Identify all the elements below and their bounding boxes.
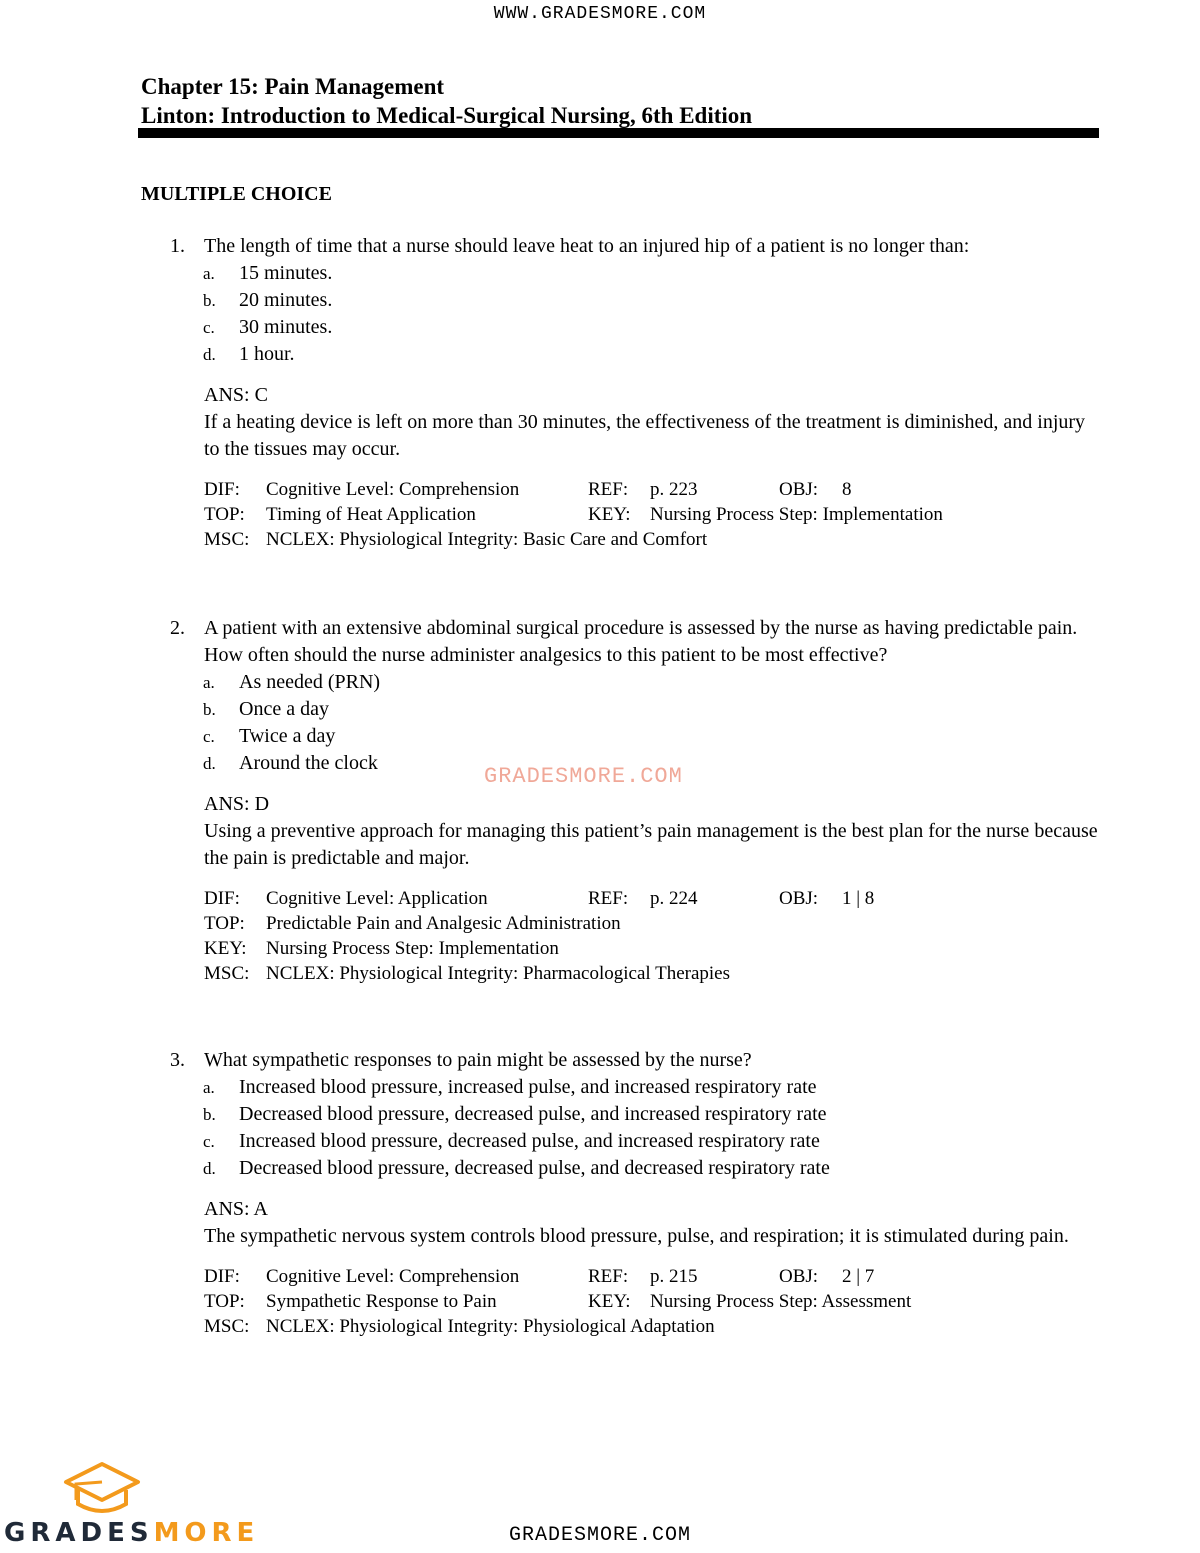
metadata-cell: TOP:: [204, 913, 245, 934]
metadata-cell: DIF:: [204, 479, 240, 500]
answer-option: [140, 341, 1100, 368]
metadata-cell: NCLEX: Physiological Integrity: Basic Care and Comfort: [266, 529, 708, 550]
answer-option: [140, 1155, 1100, 1182]
question-number: 3.: [170, 1049, 185, 1071]
option-text: Once a day: [239, 698, 329, 720]
option-text: Increased blood pressure, decreased pulse, and increased respiratory rate: [239, 1130, 820, 1152]
metadata-cell: MSC:: [204, 529, 250, 550]
metadata-cell: 2 | 7: [842, 1266, 875, 1287]
option-letter: d.: [203, 1159, 216, 1178]
option-letter: b.: [203, 1105, 216, 1124]
metadata-row: [204, 911, 1100, 936]
option-text: Decreased blood pressure, decreased pulse, and increased respiratory rate: [239, 1103, 827, 1125]
metadata-cell: NCLEX: Physiological Integrity: Pharmacological Therapies: [266, 963, 730, 984]
metadata-row: [204, 961, 1100, 986]
metadata-cell: OBJ:: [779, 479, 819, 500]
metadata-cell: REF:: [588, 479, 629, 500]
bottom-watermark: GRADESMORE.COM: [508, 1524, 692, 1547]
metadata-cell: DIF:: [204, 888, 240, 909]
answer-options: [140, 669, 1100, 777]
rationale: The sympathetic nervous system controls blood pressure, pulse, and respiration; it is stimulated during pain.: [204, 1225, 1069, 1247]
metadata-block: [140, 1264, 1100, 1339]
question-block: [140, 615, 1100, 986]
metadata-cell: 8: [842, 479, 852, 500]
option-text: 15 minutes.: [239, 262, 333, 284]
metadata-cell: KEY:: [588, 504, 631, 525]
answer-option: [140, 260, 1100, 287]
metadata-cell: Nursing Process Step: Implementation: [650, 504, 943, 525]
middle-watermark: GRADESMORE.COM: [484, 764, 683, 789]
question-number: 1.: [170, 235, 185, 257]
option-text: As needed (PRN): [239, 671, 381, 693]
question-text: The length of time that a nurse should leave heat to an injured hip of a patient is no longer than:: [204, 235, 970, 257]
metadata-cell: Predictable Pain and Analgesic Administration: [266, 913, 621, 934]
option-letter: b.: [203, 700, 216, 719]
metadata-row: [204, 502, 1100, 527]
metadata-cell: Cognitive Level: Comprehension: [266, 479, 520, 500]
metadata-cell: Timing of Heat Application: [266, 504, 476, 525]
answer-option: [140, 696, 1100, 723]
rationale: Using a preventive approach for managing this patient’s pain management is the best plan for the nurse because the pain is predictable and major.: [204, 820, 1098, 869]
metadata-cell: p. 224: [650, 888, 698, 909]
answer-option: [140, 1101, 1100, 1128]
option-text: Increased blood pressure, increased pulse, and increased respiratory rate: [239, 1076, 817, 1098]
option-letter: a.: [203, 1078, 215, 1097]
metadata-row: [204, 936, 1100, 961]
question-stem: [140, 233, 1100, 260]
metadata-cell: KEY:: [204, 938, 247, 959]
question-text: A patient with an extensive abdominal surgical procedure is assessed by the nurse as having predictable pain. How often should the nurse administer analgesics to this patient to be most effective?: [204, 617, 1078, 666]
question-block: [140, 1047, 1100, 1339]
metadata-cell: Nursing Process Step: Assessment: [650, 1291, 912, 1312]
option-letter: c.: [203, 727, 215, 746]
question-number: 2.: [170, 617, 185, 639]
answer-options: [140, 1074, 1100, 1182]
book-title: Linton: Introduction to Medical-Surgical Nursing, 6th Edition: [141, 103, 753, 128]
metadata-row: [204, 1264, 1100, 1289]
metadata-row: [204, 1314, 1100, 1339]
metadata-row: [204, 886, 1100, 911]
question-stem: [140, 1047, 1100, 1074]
metadata-cell: DIF:: [204, 1266, 240, 1287]
metadata-cell: NCLEX: Physiological Integrity: Physiological Adaptation: [266, 1316, 715, 1337]
metadata-cell: p. 215: [650, 1266, 698, 1287]
option-text: Decreased blood pressure, decreased pulse, and decreased respiratory rate: [239, 1157, 830, 1179]
answer-option: [140, 314, 1100, 341]
option-letter: c.: [203, 1132, 215, 1151]
metadata-block: [140, 886, 1100, 986]
metadata-row: [204, 1289, 1100, 1314]
metadata-cell: Sympathetic Response to Pain: [266, 1291, 497, 1312]
option-text: 20 minutes.: [239, 289, 333, 311]
answer-option: [140, 1074, 1100, 1101]
metadata-cell: 1 | 8: [842, 888, 875, 909]
answer-option: [140, 669, 1100, 696]
logo-word-grades: GRADES: [4, 1518, 154, 1548]
answer-options: [140, 260, 1100, 368]
option-letter: a.: [203, 264, 215, 283]
metadata-cell: MSC:: [204, 963, 250, 984]
metadata-cell: Cognitive Level: Comprehension: [266, 1266, 520, 1287]
document-header: [141, 72, 752, 130]
option-text: Twice a day: [239, 725, 336, 747]
answer-option: [140, 287, 1100, 314]
question-text: What sympathetic responses to pain might be assessed by the nurse?: [204, 1049, 752, 1071]
option-letter: b.: [203, 291, 216, 310]
answer-option: [140, 723, 1100, 750]
metadata-cell: Cognitive Level: Application: [266, 888, 488, 909]
metadata-cell: MSC:: [204, 1316, 250, 1337]
question-stem: [140, 615, 1100, 669]
option-letter: d.: [203, 754, 216, 773]
answer-key: ANS: A: [204, 1198, 268, 1220]
section-title: MULTIPLE CHOICE: [141, 183, 332, 205]
option-letter: c.: [203, 318, 215, 337]
logo-word-more: MORE: [153, 1518, 260, 1548]
answer-key: ANS: D: [204, 793, 270, 815]
metadata-cell: OBJ:: [779, 888, 819, 909]
metadata-cell: TOP:: [204, 504, 245, 525]
rationale: If a heating device is left on more than 30 minutes, the effectiveness of the treatment is diminished, and injury to the tissues may occur.: [204, 411, 1086, 460]
option-text: Around the clock: [239, 752, 378, 774]
metadata-block: [140, 477, 1100, 552]
metadata-cell: OBJ:: [779, 1266, 819, 1287]
option-letter: d.: [203, 345, 216, 364]
header-rule: [138, 128, 1099, 138]
answer-option: [140, 1128, 1100, 1155]
option-text: 30 minutes.: [239, 316, 333, 338]
metadata-cell: REF:: [588, 1266, 629, 1287]
metadata-cell: REF:: [588, 888, 629, 909]
option-text: 1 hour.: [239, 343, 295, 365]
answer-key: ANS: C: [204, 384, 268, 406]
chapter-title: Chapter 15: Pain Management: [141, 74, 445, 99]
top-watermark: WWW.GRADESMORE.COM: [493, 4, 707, 24]
metadata-cell: KEY:: [588, 1291, 631, 1312]
metadata-row: [204, 527, 1100, 552]
metadata-cell: Nursing Process Step: Implementation: [266, 938, 559, 959]
metadata-cell: p. 223: [650, 479, 698, 500]
metadata-cell: TOP:: [204, 1291, 245, 1312]
option-letter: a.: [203, 673, 215, 692]
metadata-row: [204, 477, 1100, 502]
graduation-cap-icon: [62, 1460, 142, 1518]
question-block: [140, 233, 1100, 552]
